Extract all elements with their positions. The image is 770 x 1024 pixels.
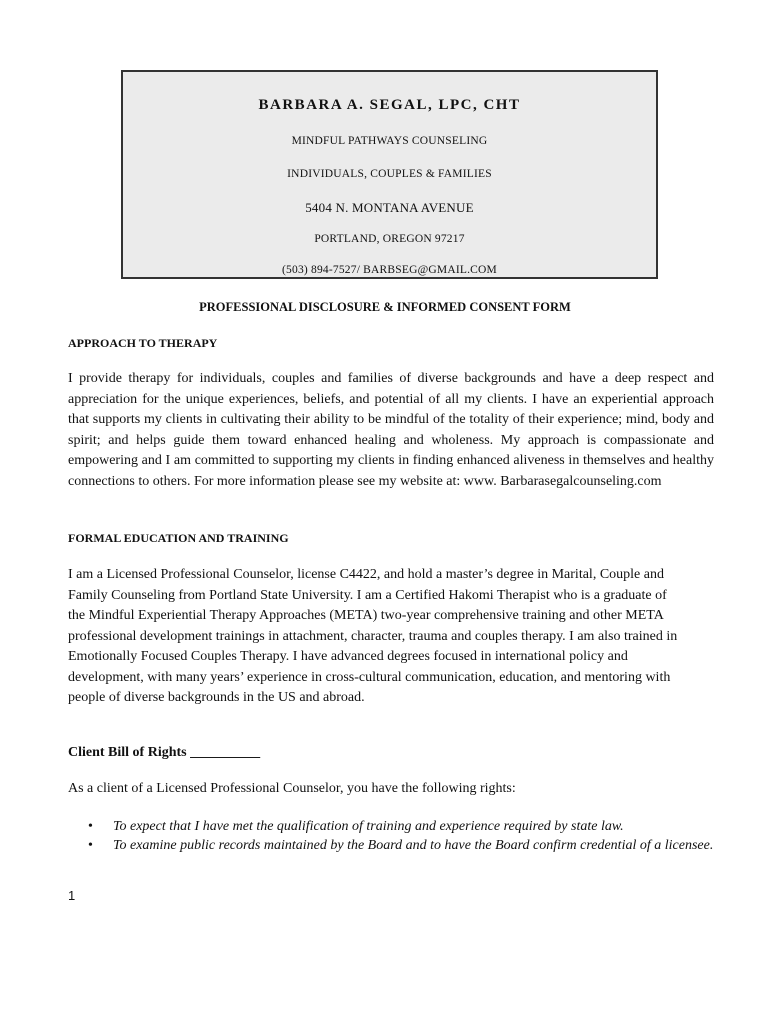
city-address: PORTLAND, OREGON 97217 xyxy=(314,233,465,245)
list-item xyxy=(68,818,718,837)
practice-name: MINDFUL PATHWAYS COUNSELING xyxy=(291,135,488,147)
counselor-name: BARBARA A. SEGAL, LPC, CHT xyxy=(258,97,521,113)
services-line: INDIVIDUALS, COUPLES & FAMILIES xyxy=(287,168,492,180)
form-title: PROFESSIONAL DISCLOSURE & INFORMED CONSENT FORM xyxy=(199,300,571,314)
right-text: To expect that I have met the qualification of training and experience required by state law. xyxy=(113,819,624,834)
street-address: 5404 N. MONTANA AVENUE xyxy=(305,200,474,215)
rights-intro: As a client of a Licensed Professional Counselor, you have the following rights: xyxy=(68,781,516,796)
contact-line: (503) 894-7527/ BARBSEG@GMAIL.COM xyxy=(282,264,497,276)
list-item xyxy=(68,837,718,856)
letterhead-box xyxy=(121,70,658,279)
approach-heading: APPROACH TO THERAPY xyxy=(68,336,218,350)
right-text: To examine public records maintained by the Board and to have the Board confirm credential of a licensee. xyxy=(113,837,714,853)
bill-of-rights-heading: Client Bill of Rights __________ xyxy=(68,745,261,760)
education-heading: FORMAL EDUCATION AND TRAINING xyxy=(68,531,289,545)
approach-paragraph: I provide therapy for individuals, couples and families of diverse backgrounds and have a deep respect and appreciation for the unique experiences, beliefs, and potential of all my clients. I have an experiential approach that supports my clients in cultivating their ability to be mindful of the totality of their experience; mind, body and spirit; and helps guide them toward enhanced healing and wholeness. My approach is compassionate and empowering and I am committed to supporting my clients in finding enhanced aliveness in themselves and healthy connections to others. For more information please see my website at: www. Barbarasegalcounseling.com xyxy=(68,371,714,489)
page-number: 1 xyxy=(68,888,76,903)
bullet-icon: • xyxy=(88,837,93,853)
bullet-icon: • xyxy=(88,819,93,834)
education-paragraph: I am a Licensed Professional Counselor, license C4422, and hold a master’s degree in Marital, Couple and Family Counseling from Portland State University. I am a Certified Hakomi Therapist who is a graduate of the Mindful Experiential Therapy Approaches (META) two-year comprehensive training and other META professional development trainings in attachment, character, trauma and couples therapy. I am also trained in Emotionally Focused Couples Therapy. I have advanced degrees focused in international policy and development, with many years’ experience in cross-cultural communication, education, and mentoring with people of diverse backgrounds in the US and abroad. xyxy=(68,567,678,705)
rights-list xyxy=(68,818,718,855)
